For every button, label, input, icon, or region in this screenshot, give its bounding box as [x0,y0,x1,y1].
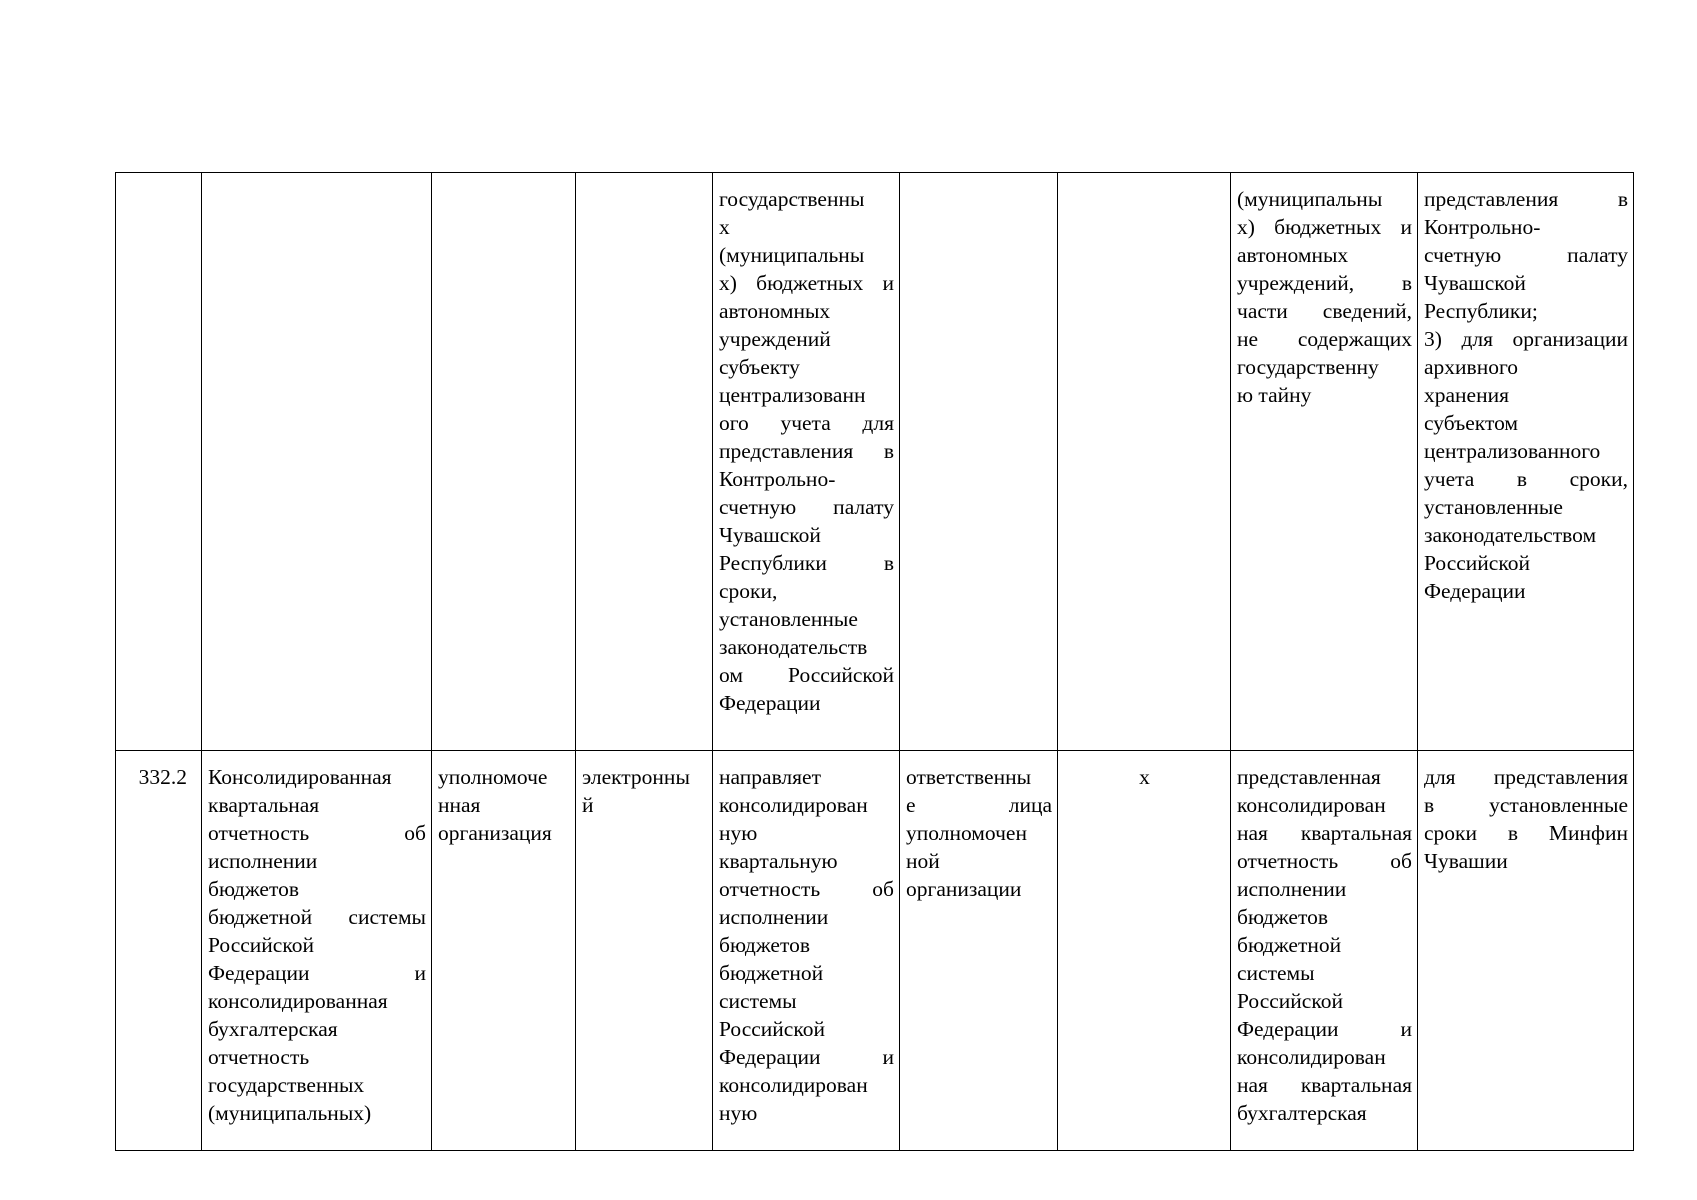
cell-text-line: х) бюджетных и [1237,215,1412,239]
cell-text-line: консолидирован [719,1073,868,1097]
cell-text-line: е лица [906,793,1052,817]
cell-text-line: централизованного [1424,439,1601,463]
cell-text-line: уполномочен [906,821,1027,845]
cell-text-line: государственны [719,187,865,211]
cell-text-line: отчетность об [719,877,894,901]
cell-text-line: бухгалтерская [208,1017,338,1041]
cell-text-line: й [582,793,594,817]
cell-text-line: системы [719,989,797,1013]
cell-text-line: консолидирован [1237,793,1386,817]
cell-text-line: учреждений [719,327,831,351]
cell-text-line: Контрольно- [1424,215,1541,239]
cell-text-line: хранения [1424,383,1509,407]
cell-text-line: архивного [1424,355,1518,379]
cell-responsible [900,173,1058,751]
cell-text-line: Федерации и [208,961,426,985]
cell-text-line: бюджетной [1237,933,1342,957]
cell-text-line: х [719,215,730,239]
cell-form [576,751,713,1151]
cell-text-line: автономных [719,299,831,323]
cell-text-line: 3) для организации [1424,327,1628,351]
cell-deadline [1058,173,1231,751]
cell-procedure [713,751,900,1151]
cell-text-line: квартальную [719,849,838,873]
cell-text-line: исполнении [1237,877,1347,901]
cell-text-line: исполнении [208,849,318,873]
cell-text-line: х) бюджетных и [719,271,894,295]
cell-text-line: Российской [208,933,314,957]
cell-purpose [1418,751,1634,1151]
cell-text-line: нная [438,793,481,817]
cell-text-line: учреждений, в [1237,271,1412,295]
cell-text-line: Федерации [1424,579,1526,603]
cell-text-line: законодательств [719,635,868,659]
cell-purpose [1418,173,1634,751]
cell-text-line: уполномоче [438,765,548,789]
cell-deadline: x [1058,751,1231,1151]
cell-text-line: представления в [1424,187,1628,211]
cell-text-line: установленные [1424,495,1563,519]
cell-text-line: отчетность об [208,821,426,845]
cell-text-line: организации [906,877,1022,901]
cell-procedure [713,173,900,751]
cell-text-line: отчетность [208,1045,310,1069]
cell-text-line: организация [438,821,552,845]
cell-text-line: ная квартальная [1237,1073,1412,1097]
cell-text-line: в установленные [1424,793,1628,817]
cell-document-name [202,751,432,1151]
cell-compiler [432,173,576,751]
cell-text-line: бюджетов [208,877,299,901]
cell-text-line: Российской [719,1017,825,1041]
cell-text-line: ого учета для [719,411,894,435]
cell-text-line: бюджетной [719,961,824,985]
cell-form [576,173,713,751]
cell-text-line: направляет [719,765,821,789]
cell-text-line: отчетность об [1237,849,1412,873]
cell-compiler [432,751,576,1151]
cell-text-line: Чувашии [1424,849,1508,873]
cell-text-line: не содержащих [1237,327,1412,351]
cell-text-line: учета в сроки, [1424,467,1628,491]
cell-text-line: для представления [1424,765,1628,789]
cell-text-line: счетную палату [719,495,894,519]
cell-text-line: представленная [1237,765,1381,789]
cell-text-line: Чувашской [719,523,821,547]
cell-text-line: части сведений, [1237,299,1412,323]
table-row [116,751,1634,1151]
cell-text-line: (муниципальны [719,243,865,267]
cell-text-line: субъекту [719,355,800,379]
cell-text-line: Контрольно- [719,467,836,491]
cell-document-name [202,173,432,751]
cell-text-line: Республики; [1424,299,1538,323]
cell-content [1231,751,1418,1151]
cell-text-line: Российской [1237,989,1343,1013]
cell-text-line: централизованн [719,383,866,407]
cell-text-line: бюджетов [1237,905,1328,929]
cell-text-line: бюджетной системы [208,905,426,929]
cell-text-line: Чувашской [1424,271,1526,295]
cell-text-line: бюджетов [719,933,810,957]
cell-text-line: Федерации [719,691,821,715]
cell-text-line: государственных [208,1073,365,1097]
cell-text-line: исполнении [719,905,829,929]
table-body [116,173,1634,1151]
cell-number [116,173,202,751]
cell-content [1231,173,1418,751]
cell-text-line: ом Российской [719,663,894,687]
cell-text-line: субъектом [1424,411,1519,435]
cell-text-line: (муниципальны [1237,187,1383,211]
cell-text-line: представления в [719,439,894,463]
cell-text-line: ной [906,849,940,873]
cell-text-line: государственну [1237,355,1379,379]
cell-text-line: законодательством [1424,523,1597,547]
cell-text-line: (муниципальных) [208,1101,372,1125]
cell-text-line: установленные [719,607,858,631]
cell-text-line: сроки, [719,579,778,603]
cell-text-line: ю тайну [1237,383,1312,407]
cell-text-line: системы [1237,961,1315,985]
cell-text-line: Консолидированная [208,765,392,789]
cell-text-line: сроки в Минфин [1424,821,1628,845]
cell-text-line: ную [719,821,758,845]
cell-text-line: электронны [582,765,690,789]
cell-text-line: автономных [1237,243,1349,267]
cell-text-line: ная квартальная [1237,821,1412,845]
data-table [115,172,1634,1151]
table-row [116,173,1634,751]
cell-number: 332.2 [116,751,202,1151]
cell-text-line: счетную палату [1424,243,1628,267]
cell-text-line: ответственны [906,765,1032,789]
cell-text-line: консолидирован [719,793,868,817]
cell-text-line: консолидированная [208,989,388,1013]
cell-text-line: консолидирован [1237,1045,1386,1069]
cell-responsible [900,751,1058,1151]
cell-text-line: бухгалтерская [1237,1101,1367,1125]
cell-text-line: ную [719,1101,758,1125]
cell-text-line: Республики в [719,551,894,575]
cell-text-line: Федерации и [1237,1017,1412,1041]
cell-text-line: Федерации и [719,1045,894,1069]
cell-text-line: квартальная [208,793,320,817]
cell-text-line: Российской [1424,551,1530,575]
